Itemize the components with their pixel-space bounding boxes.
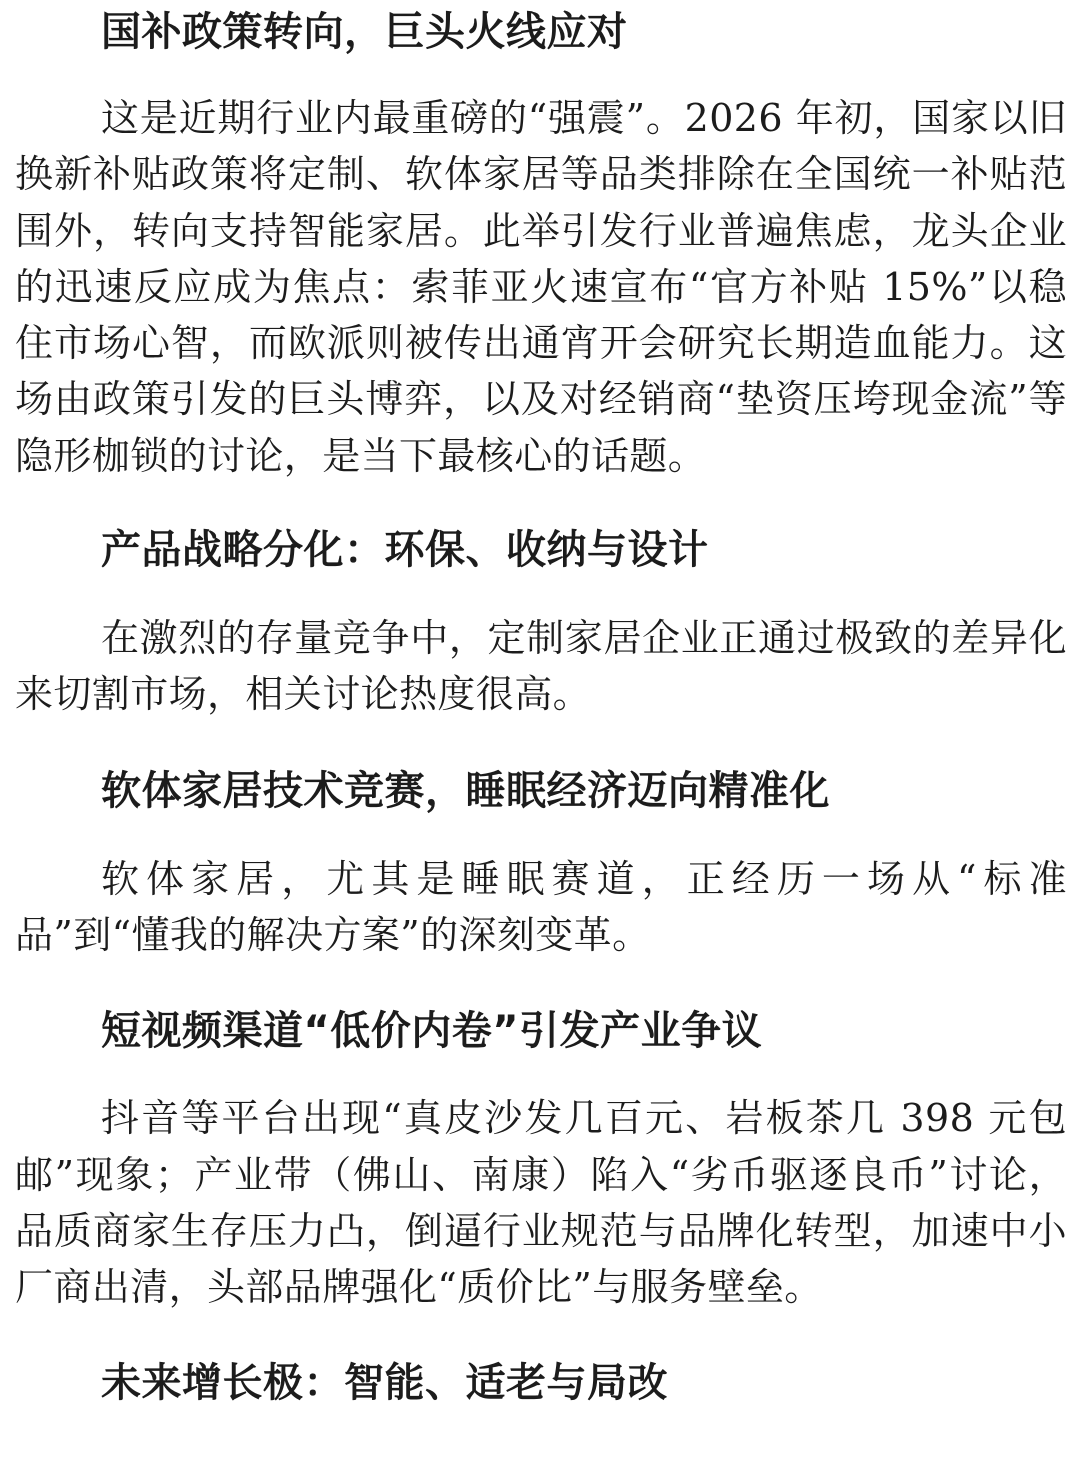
section-paragraph-soft-furniture: 软体家居，尤其是睡眠赛道，正经历一场从“标准品”到“懂我的解决方案”的深刻变革。 bbox=[15, 856, 1067, 957]
section-heading-product-strategy: 产品战略分化：环保、收纳与设计 bbox=[101, 527, 709, 574]
section-paragraph-product-strategy: 在激烈的存量竞争中，定制家居企业正通过极致的差异化来切割市场，相关讨论热度很高。 bbox=[15, 616, 1067, 717]
section-paragraph-short-video: 抖音等平台出现“真皮沙发几百元、岩板茶几 398 元包邮”现象；产业带（佛山、南康）陷入“劣币驱逐良币”讨论，品质商家生存压力凸，倒逼行业规范与品牌化转型，加速中小厂商出清，头部品牌强化“质价比”与服务壁垒。 bbox=[15, 1096, 1067, 1310]
section-heading-soft-furniture: 软体家居技术竞赛，睡眠经济迈向精准化 bbox=[101, 767, 830, 814]
section-heading-short-video: 短视频渠道“低价内卷”引发产业争议 bbox=[101, 1008, 763, 1055]
section-heading-subsidy-policy: 国补政策转向，巨头火线应对 bbox=[101, 9, 628, 55]
section-heading-future-growth: 未来增长极：智能、适老与局改 bbox=[101, 1360, 668, 1407]
article-body bbox=[15, 0, 1067, 1411]
section-paragraph-subsidy-policy: 这是近期行业内最重磅的“强震”。2026 年初，国家以旧换新补贴政策将定制、软体家居等品类排除在全国统一补贴范围外，转向支持智能家居。此举引发行业普遍焦虑，龙头企业的迅速反应成为焦点：索菲亚火速宣布“官方补贴 15%”以稳住市场心智，而欧派则被传出通宵开会研究长期造血能力。这场由政策引发的巨头博弈，以及对经销商“垫资压垮现金流”等隐形枷锁的讨论，是当下最核心的话题。 bbox=[15, 96, 1067, 478]
